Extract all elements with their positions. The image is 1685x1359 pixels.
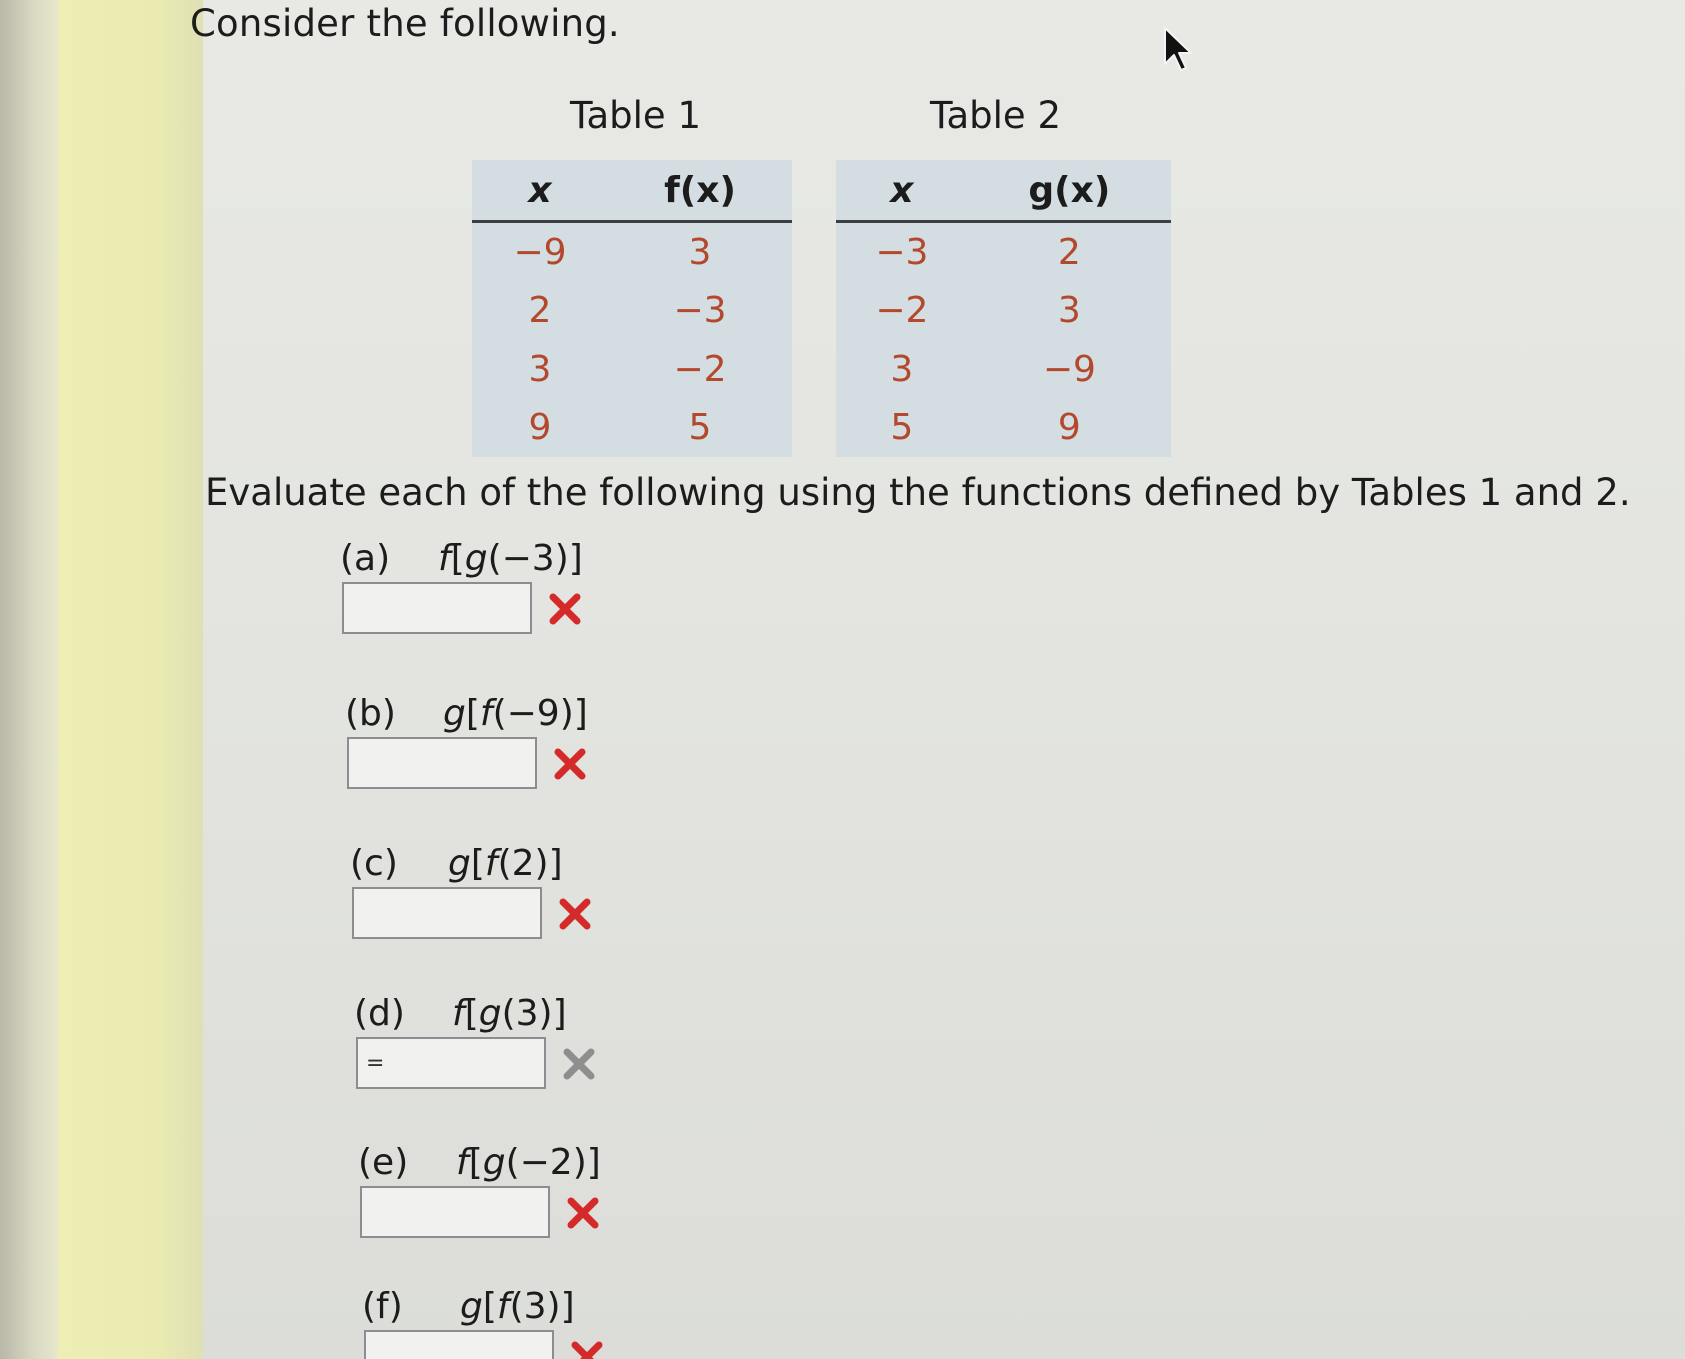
part-label: (a) xyxy=(340,538,391,579)
answer-input-c[interactable] xyxy=(352,887,542,939)
table-cell: 3 xyxy=(528,348,552,390)
table2 xyxy=(836,160,1171,457)
answer-input-d[interactable] xyxy=(356,1037,546,1089)
table-row xyxy=(836,340,1171,398)
part-expression: f[g(−2)] xyxy=(456,1142,601,1183)
table-cell: 9 xyxy=(528,407,552,449)
part-e xyxy=(358,1142,658,1252)
table-cell: 3 xyxy=(890,348,914,390)
table-cell: −9 xyxy=(1042,348,1096,390)
table-header-row xyxy=(472,160,792,222)
question-title: Consider the following. xyxy=(190,2,620,45)
part-d xyxy=(354,993,654,1103)
incorrect-x-icon xyxy=(570,1340,604,1359)
table1-header-fx: f(x) xyxy=(608,160,792,222)
part-label: (b) xyxy=(345,693,396,734)
answer-input-e[interactable] xyxy=(360,1186,550,1238)
table-cell: −3 xyxy=(875,231,929,273)
table-cell: 2 xyxy=(1057,231,1081,273)
incorrect-x-icon xyxy=(553,747,587,781)
part-expression: g[f(3)] xyxy=(460,1286,575,1327)
screen-bezel-edge xyxy=(0,0,58,1359)
part-b xyxy=(345,693,645,803)
answer-input-f[interactable] xyxy=(364,1330,554,1359)
part-label: (f) xyxy=(362,1286,403,1327)
table-row xyxy=(472,398,792,457)
left-sidebar-strip xyxy=(58,0,203,1359)
table-row xyxy=(472,222,792,282)
instructions-text: Evaluate each of the following using the functions defined by Tables 1 and 2. xyxy=(205,471,1631,514)
table2-header-x: x xyxy=(836,160,968,222)
table-header-row xyxy=(836,160,1171,222)
table-cell: 5 xyxy=(688,407,712,449)
part-c xyxy=(350,843,650,953)
table-cell: −2 xyxy=(673,348,727,390)
incorrect-x-icon xyxy=(548,592,582,626)
part-label: (c) xyxy=(350,843,398,884)
table-row xyxy=(472,340,792,398)
incorrect-x-icon xyxy=(562,1047,596,1081)
table1-caption: Table 1 xyxy=(570,94,701,137)
table2-header-gx: g(x) xyxy=(968,160,1171,222)
table-row xyxy=(836,222,1171,282)
table-row xyxy=(472,282,792,340)
table-cell: 2 xyxy=(528,290,552,332)
table-cell: −9 xyxy=(513,231,567,273)
incorrect-x-icon xyxy=(566,1196,600,1230)
incorrect-x-icon xyxy=(558,897,592,931)
table-cell: 3 xyxy=(1057,290,1081,332)
part-label: (e) xyxy=(358,1142,409,1183)
part-expression: f[g(−3)] xyxy=(438,538,583,579)
table2-caption: Table 2 xyxy=(930,94,1061,137)
part-expression: g[f(2)] xyxy=(448,843,563,884)
part-a xyxy=(340,538,640,648)
table-cell: 9 xyxy=(1057,407,1081,449)
part-expression: g[f(−9)] xyxy=(443,693,588,734)
table-cell: 3 xyxy=(688,231,712,273)
table1 xyxy=(472,160,792,457)
answer-input-a[interactable] xyxy=(342,582,532,634)
mouse-pointer-icon xyxy=(1163,26,1197,74)
part-f xyxy=(362,1286,662,1359)
table-row xyxy=(836,398,1171,457)
answer-input-b[interactable] xyxy=(347,737,537,789)
table1-header-x: x xyxy=(472,160,608,222)
table-row xyxy=(836,282,1171,340)
part-label: (d) xyxy=(354,993,405,1034)
part-expression: f[g(3)] xyxy=(452,993,567,1034)
table-cell: 5 xyxy=(890,407,914,449)
table-cell: −2 xyxy=(875,290,929,332)
table-cell: −3 xyxy=(673,290,727,332)
